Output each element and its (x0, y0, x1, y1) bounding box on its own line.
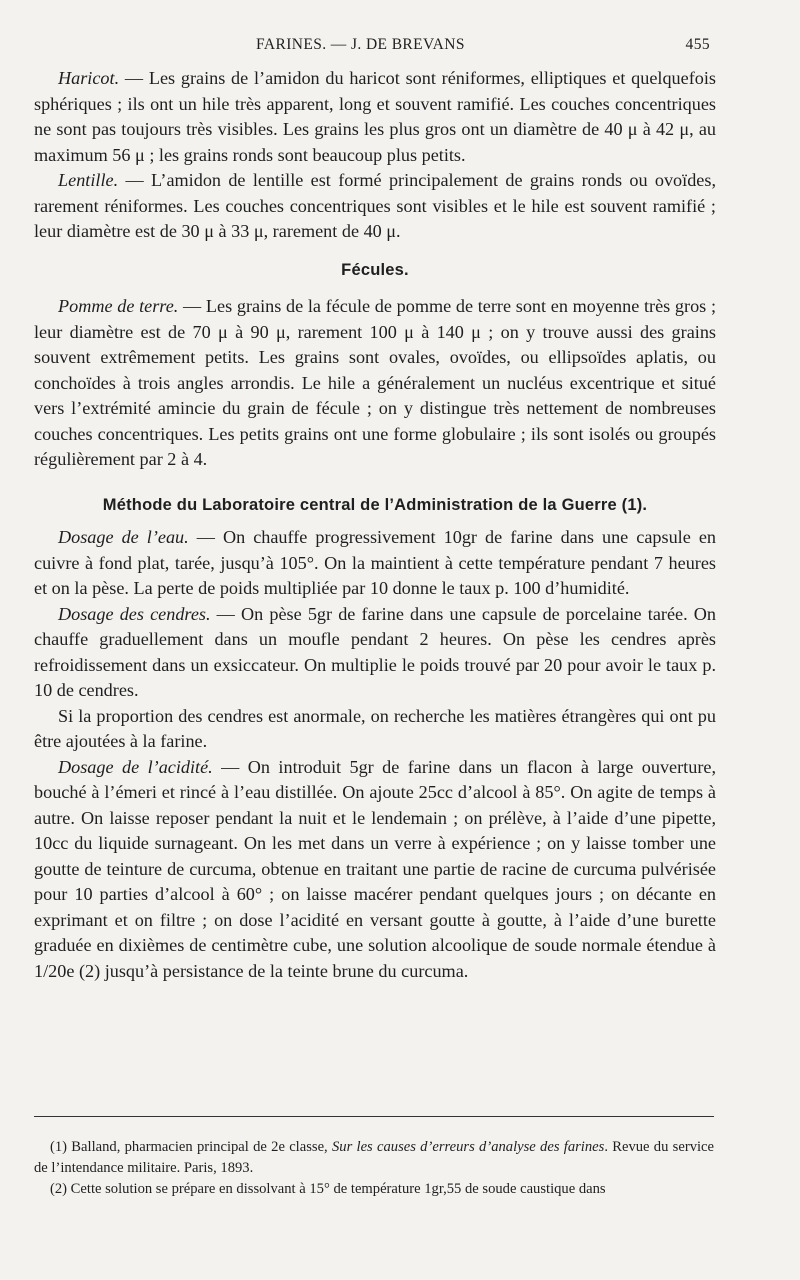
footnote-mark: (1) (50, 1139, 68, 1155)
footnote-1 (34, 1137, 714, 1179)
footnote-text: Balland, pharmacien principal de 2e classe, (67, 1139, 332, 1155)
footnote-text: Cette solution se prépare en dissolvant à 15° de température 1gr,55 de soude caustique dans (67, 1181, 606, 1197)
footnote-2 (34, 1179, 714, 1200)
paragraph-text: — Les grains de la fécule de pomme de terre sont en moyenne très gros ; leur diamètre est de 70 μ à 90 μ, rarement 100 μ à 140 μ ; on y trouve aussi des grains souvent extrêmement petits. Les grains sont ovales, ovoïdes, ou ellipsoïdes aplatis, ou conchoïdes à trois angles arrondis. Le hile a généralement un nucléus excentrique et situé vers l’extrémité amincie du grain de fécule ; on y distingue très nettement de nombreuses couches concentriques. Les petits grains ont une forme globulaire ; ils sont isolés ou groupés régulièrement par 2 à 4. (34, 296, 717, 469)
footnote-title: Sur les causes d’erreurs d’analyse des farines (331, 1139, 605, 1155)
section-heading-fecules: Fécules. (341, 260, 409, 279)
footnote-text-after: . Revue du service de l’intendance militaire. Paris, 1893. (34, 1139, 714, 1176)
paragraph-haricot (34, 66, 716, 168)
paragraph-dosage-acidite (34, 755, 716, 985)
paragraph-text: — Les grains de l’amidon du haricot sont réniformes, elliptiques et quelquefois sphériques ; ils ont un hile très apparent, long et souvent ramifié. Les couches concentriques ne sont pas toujours très visibles. Les grains les plus gros ont un diamètre de 40 μ à 42 μ, au maximum 56 μ ; les grains ronds sont beaucoup plus petits. (34, 68, 716, 165)
term-label: Pomme de terre. (58, 296, 179, 316)
term-label: Dosage de l’acidité. (58, 756, 213, 777)
term-label: Dosage des cendres. (58, 603, 211, 624)
term-label: Haricot. (58, 68, 120, 88)
paragraph-text: — L’amidon de lentille est formé principalement de grains ronds ou ovoïdes, rarement réniformes. Les couches concentriques sont visibles et le hile est souvent ramifié ; leur diamètre est de 30 μ à 33 μ, rarement de 40 μ. (34, 170, 716, 241)
paragraph-lentille (34, 168, 716, 245)
paragraph-pomme-de-terre (34, 294, 716, 473)
footnote-mark: (2) (50, 1181, 68, 1197)
page-number: 455 (685, 36, 710, 53)
term-label: Lentille. (58, 170, 119, 190)
footnote-separator (34, 1116, 714, 1117)
body-text (34, 66, 716, 984)
paragraph-text: — On chauffe progressivement 10gr de farine dans une capsule en cuivre à fond plat, tarée, jusqu’à 105°. On la maintient à cette température pendant 7 heures et on la pèse. La perte de poids multipliée par 10 donne le taux p. 100 d’humidité. (34, 527, 716, 598)
paragraph-dosage-eau (34, 525, 716, 602)
running-title: FARINES. — J. DE BREVANS (256, 36, 465, 53)
paragraph-text: — On pèse 5gr de farine dans une capsule de porcelaine tarée. On chauffe graduellement dans un moufle pendant 2 heures. On pèse les cendres après refroidissement dans un exsiccateur. On multiplie le poids trouvé par 20 pour avoir le taux p. 10 de cendres. (34, 603, 717, 700)
paragraph-cendres-anormales (34, 704, 716, 755)
paragraph-text: — On introduit 5gr de farine dans un flacon à large ouverture, bouché à l’émeri et rincé à l’eau distillée. On ajoute 25cc d’alcool à 85°. On agite de temps à autre. On laisse reposer pendant la nuit et le lendemain ; on prélève, à l’aide d’une pipette, 10cc du liquide surnageant. On les met dans un verre à expérience ; on y laisse tomber une goutte de teinture de curcuma, obtenue en traitant une partie de racine de curcuma pulvérisée pour 10 parties d’alcool à 60° ; on laisse macérer pendant quelques jours ; on décante en exprimant et on filtre ; on dose l’acidité en versant goutte à goutte, à l’aide d’une burette graduée en dixièmes de centimètre cube, une solution alcoolique de soude normale étendue à 1/20e (2) jusqu’à persistance de la teinte brune du curcuma. (34, 756, 716, 981)
paragraph-dosage-cendres (34, 602, 716, 704)
paragraph-text: Si la proportion des cendres est anormale, on recherche les matières étrangères qui ont pu être ajoutées à la farine. (34, 705, 716, 751)
running-header (34, 36, 710, 58)
section-heading-methode: Méthode du Laboratoire central de l’Administration de la Guerre (1). (102, 495, 648, 514)
term-label: Dosage de l’eau. (58, 527, 189, 547)
footnotes (34, 1137, 714, 1200)
